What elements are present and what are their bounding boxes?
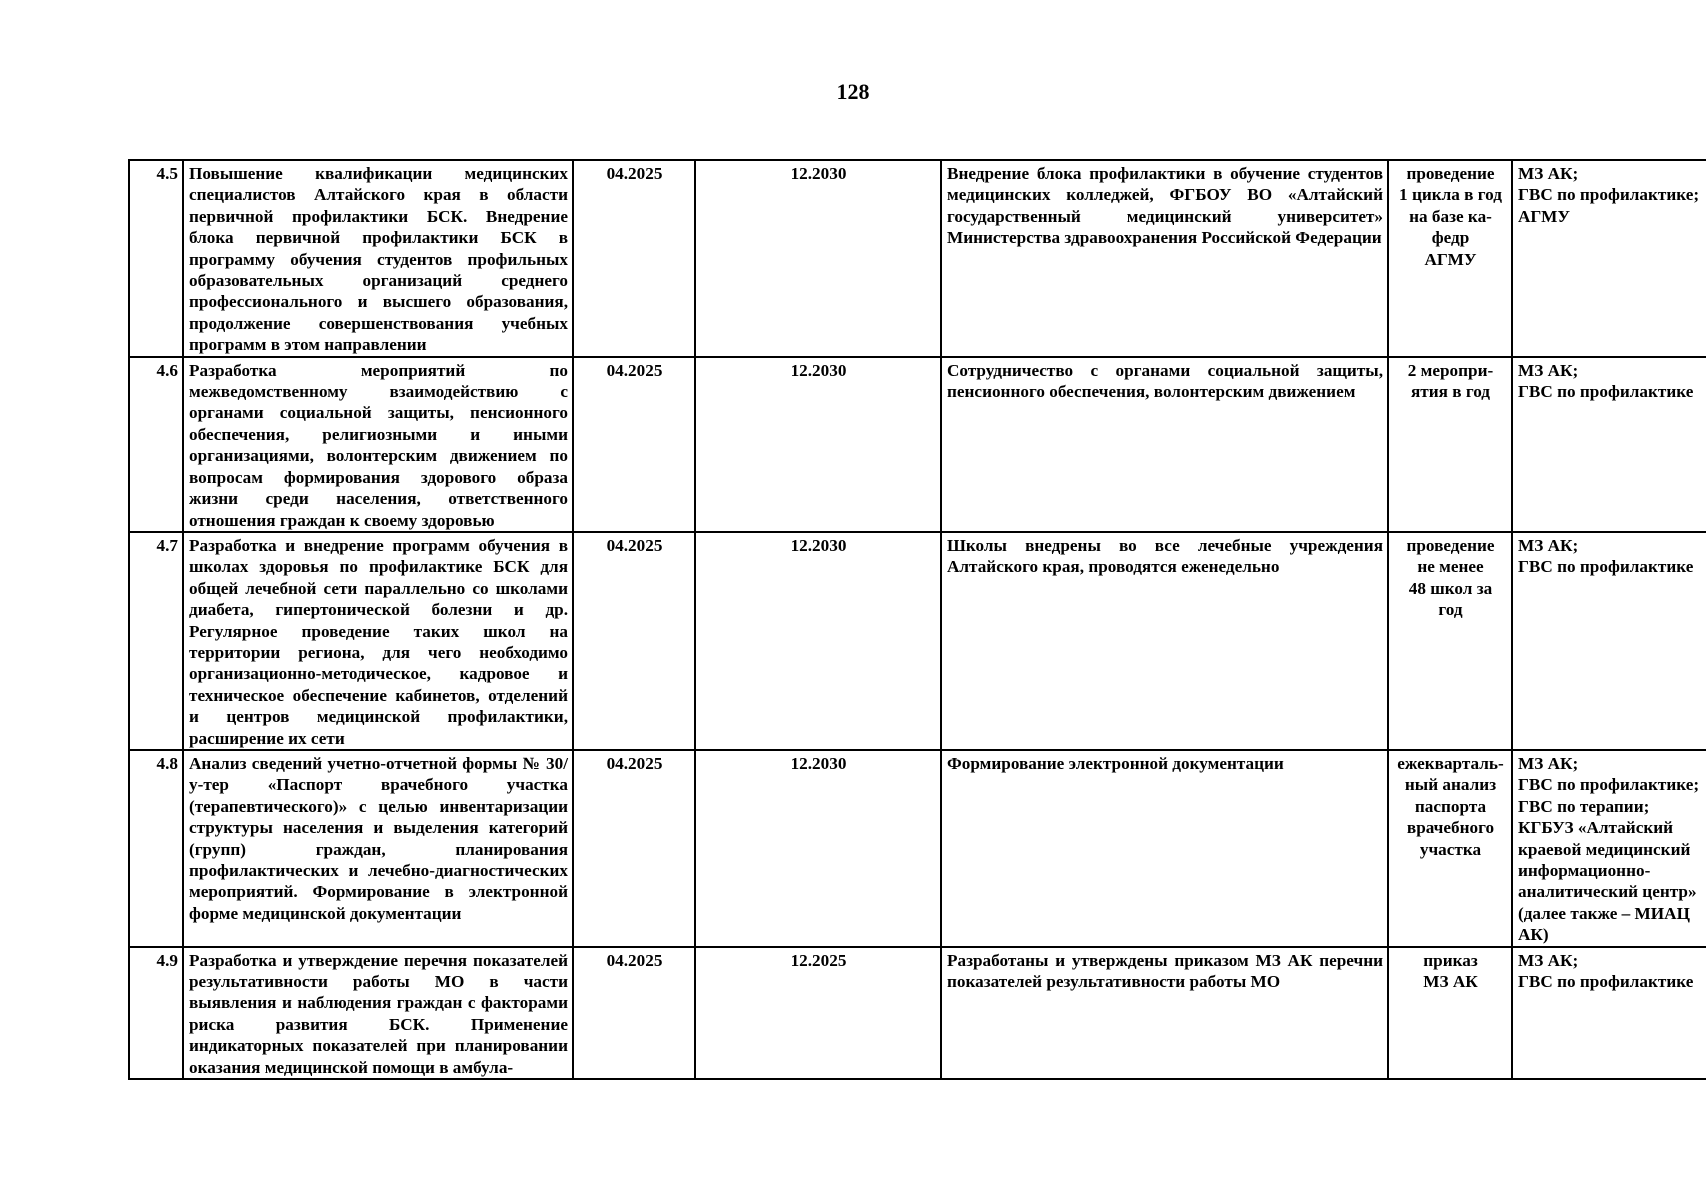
indicator-line: участка xyxy=(1419,839,1482,859)
end-date-cell: 12.2030 xyxy=(695,160,941,357)
responsible-line: ГВС по профилактике; xyxy=(1518,775,1700,795)
end-date-cell: 12.2025 xyxy=(695,947,941,1079)
row-number-cell: 4.5 xyxy=(129,160,183,357)
start-date-cell: 04.2025 xyxy=(573,532,695,750)
expected-result-cell: Внедрение блока профилактики в обучение студентов медицинских колледжей, ФГБОУ ВО «Алтайский государственный медицинский университет» Министерства здравоохранения Российской Федерации xyxy=(941,160,1388,357)
responsible-line: МЗ АК; xyxy=(1518,164,1579,183)
indicator-line: проведение xyxy=(1406,535,1495,555)
row-number-cell: 4.6 xyxy=(129,357,183,532)
table-row xyxy=(129,532,1706,750)
indicator-line: 1 цикла в год xyxy=(1399,185,1502,205)
expected-result-cell: Школы внедрены во все лечебные учреждения Алтайского края, проводятся еженедельно xyxy=(941,532,1388,750)
row-number-cell: 4.7 xyxy=(129,532,183,750)
responsible-line: ГВС по терапии; xyxy=(1518,796,1650,816)
responsible-line: ГВС по профилактике xyxy=(1518,382,1694,402)
row-number-cell: 4.8 xyxy=(129,750,183,947)
indicator-line: приказ xyxy=(1423,950,1478,970)
indicator-line: врачебного xyxy=(1406,818,1495,838)
responsible-line: МЗ АК; xyxy=(1518,535,1579,555)
responsible-line: ГВС по профилактике xyxy=(1518,557,1694,577)
indicator-line: не менее xyxy=(1417,557,1484,577)
indicator-cell xyxy=(1388,750,1512,947)
expected-result-cell: Разработаны и утверждены приказом МЗ АК перечни показателей результативности работы МО xyxy=(941,947,1388,1079)
indicator-cell xyxy=(1388,532,1512,750)
indicator-line: ятия в год xyxy=(1411,382,1490,402)
table-row xyxy=(129,750,1706,947)
start-date-cell: 04.2025 xyxy=(573,160,695,357)
row-number-cell: 4.9 xyxy=(129,947,183,1079)
table-row xyxy=(129,160,1706,357)
indicator-line: МЗ АК xyxy=(1423,972,1478,992)
activity-description-cell: Разработка и внедрение программ обучения в школах здоровья по профилактике БСК для общей лечебной сети параллельно со школами диабета, гипертонической болезни и др. Регулярное проведение таких школ на территории региона, для чего необходимо организационно-методическое, кадровое и техническое обеспечение кабинетов, отделений и центров медицинской профилактики, расширение их сети xyxy=(183,532,573,750)
responsible-line: КГБУЗ «Алтайский краевой медицинский информационно-аналитический центр» (далее также – МИАЦ АК) xyxy=(1518,818,1697,945)
start-date-cell: 04.2025 xyxy=(573,947,695,1079)
indicator-line: проведение xyxy=(1406,164,1495,183)
responsible-cell xyxy=(1512,947,1706,1079)
expected-result-cell: Формирование электронной документации xyxy=(941,750,1388,947)
responsible-line: МЗ АК; xyxy=(1518,360,1579,380)
indicator-line: ный анализ xyxy=(1404,775,1497,795)
indicator-line: на базе ка- xyxy=(1409,206,1492,226)
page-number: 128 xyxy=(836,79,870,104)
activity-description-cell: Повышение квалификации медицинских специалистов Алтайского края в области первичной профилактики БСК. Внедрение блока первичной профилактики БСК в программу обучения студентов профильных образовательных организаций среднего профессионального и высшего образования, продолжение совершенствования учебных программ в этом направлении xyxy=(183,160,573,357)
responsible-line: ГВС по профилактике xyxy=(1518,972,1694,992)
indicator-cell xyxy=(1388,947,1512,1079)
responsible-cell xyxy=(1512,532,1706,750)
indicator-cell xyxy=(1388,160,1512,357)
start-date-cell: 04.2025 xyxy=(573,750,695,947)
table-row xyxy=(129,357,1706,532)
indicator-line: год xyxy=(1438,600,1463,620)
end-date-cell: 12.2030 xyxy=(695,532,941,750)
indicator-line: 48 школ за xyxy=(1408,578,1493,598)
activities-table-body xyxy=(129,160,1706,1079)
indicator-cell xyxy=(1388,357,1512,532)
end-date-cell: 12.2030 xyxy=(695,357,941,532)
responsible-line: ГВС по профилактике; xyxy=(1518,185,1700,205)
activities-table xyxy=(128,159,1706,1080)
responsible-line: МЗ АК; xyxy=(1518,950,1579,970)
responsible-cell xyxy=(1512,357,1706,532)
activity-description-cell: Разработка и утверждение перечня показателей результативности работы МО в части выявления и наблюдения граждан с факторами риска развития БСК. Применение индикаторных показателей при планировании оказания медицинской помощи в амбула- xyxy=(183,947,573,1079)
indicator-line: 2 меропри- xyxy=(1407,360,1494,380)
responsible-cell xyxy=(1512,160,1706,357)
responsible-cell xyxy=(1512,750,1706,947)
end-date-cell: 12.2030 xyxy=(695,750,941,947)
indicator-line: паспорта xyxy=(1414,796,1487,816)
activity-description-cell: Разработка мероприятий по межведомственному взаимодействию с органами социальной защиты, пенсионного обеспечения, религиозными и иными организациями, волонтерским движением по вопросам формирования здорового образа жизни среди населения, ответственного отношения граждан к своему здоровью xyxy=(183,357,573,532)
indicator-line: ежекварталь- xyxy=(1397,753,1504,773)
responsible-line: МЗ АК; xyxy=(1518,753,1579,773)
table-row xyxy=(129,947,1706,1079)
activity-description-cell: Анализ сведений учетно-отчетной формы № 30/у-тер «Паспорт врачебного участка (терапевтического)» с целью инвентаризации структуры населения и выделения категорий (групп) граждан, планирования профилактических и лечебно-диагностических мероприятий. Формирование в электронной форме медицинской документации xyxy=(183,750,573,947)
responsible-line: АГМУ xyxy=(1518,206,1570,226)
indicator-line: федр xyxy=(1431,228,1470,248)
indicator-line: АГМУ xyxy=(1424,249,1477,269)
expected-result-cell: Сотрудничество с органами социальной защиты, пенсионного обеспечения, волонтерским движением xyxy=(941,357,1388,532)
start-date-cell: 04.2025 xyxy=(573,357,695,532)
